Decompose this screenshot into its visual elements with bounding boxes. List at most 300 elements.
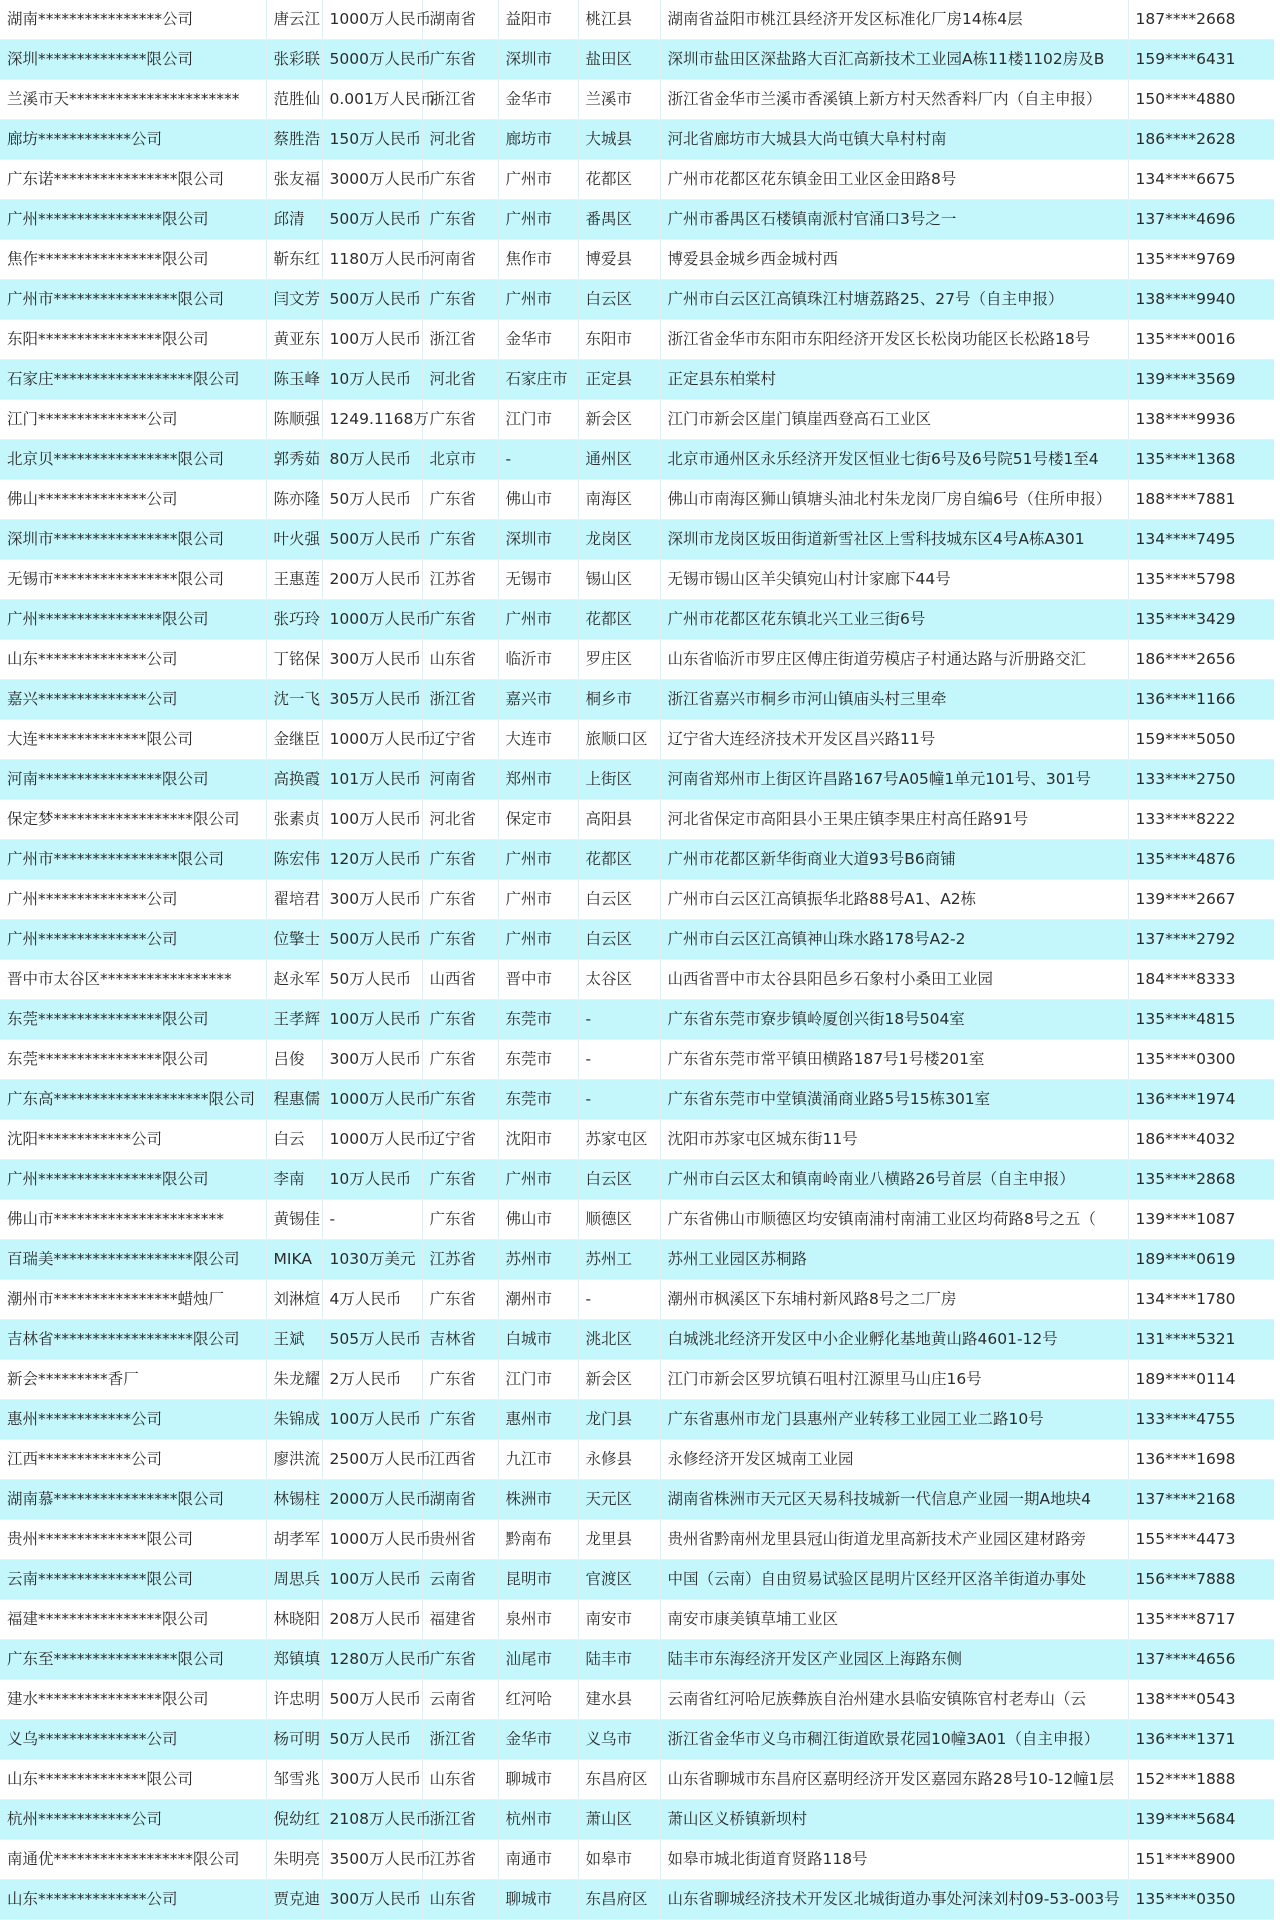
- phone-cell: 135****0016: [1128, 320, 1274, 360]
- address-cell: 江门市新会区罗坑镇石咀村江源里马山庄16号: [660, 1360, 1128, 1400]
- address-cell: 正定县东柏棠村: [660, 360, 1128, 400]
- province-cell: 辽宁省: [422, 720, 498, 760]
- table-row: [0, 120, 1274, 160]
- address-cell: 广州市番禺区石楼镇南派村官涌口3号之一: [660, 200, 1128, 240]
- phone-cell: 134****1780: [1128, 1280, 1274, 1320]
- table-row: [0, 680, 1274, 720]
- address-cell: 萧山区义桥镇新坝村: [660, 1800, 1128, 1840]
- city-cell: 东莞市: [498, 1040, 578, 1080]
- table-row: [0, 1120, 1274, 1160]
- legal-rep-cell: 蔡胜浩: [266, 120, 322, 160]
- address-cell: 博爱县金城乡西金城村西: [660, 240, 1128, 280]
- phone-cell: 137****4656: [1128, 1640, 1274, 1680]
- table-row: [0, 160, 1274, 200]
- province-cell: 浙江省: [422, 1720, 498, 1760]
- province-cell: 山东省: [422, 1760, 498, 1800]
- province-cell: 广东省: [422, 880, 498, 920]
- province-cell: 广东省: [422, 1400, 498, 1440]
- province-cell: 浙江省: [422, 320, 498, 360]
- city-cell: 广州市: [498, 280, 578, 320]
- registered-capital-cell: 80万人民币: [322, 440, 422, 480]
- province-cell: 湖南省: [422, 1480, 498, 1520]
- province-cell: 河南省: [422, 760, 498, 800]
- district-cell: 博爱县: [578, 240, 660, 280]
- legal-rep-cell: 位擎士: [266, 920, 322, 960]
- phone-cell: 137****4696: [1128, 200, 1274, 240]
- company-name-cell: 大连**************限公司: [0, 720, 266, 760]
- city-cell: 东莞市: [498, 1080, 578, 1120]
- district-cell: 东阳市: [578, 320, 660, 360]
- address-cell: 北京市通州区永乐经济开发区恒业七街6号及6号院51号楼1至4: [660, 440, 1128, 480]
- legal-rep-cell: 陈宏伟: [266, 840, 322, 880]
- province-cell: 广东省: [422, 840, 498, 880]
- province-cell: 浙江省: [422, 680, 498, 720]
- province-cell: 云南省: [422, 1560, 498, 1600]
- company-name-cell: 兰溪市天**********************: [0, 80, 266, 120]
- phone-cell: 135****0350: [1128, 1880, 1274, 1920]
- table-row: [0, 1040, 1274, 1080]
- legal-rep-cell: 赵永军: [266, 960, 322, 1000]
- city-cell: 沈阳市: [498, 1120, 578, 1160]
- phone-cell: 137****2792: [1128, 920, 1274, 960]
- city-cell: 九江市: [498, 1440, 578, 1480]
- address-cell: 浙江省嘉兴市桐乡市河山镇庙头村三里牵: [660, 680, 1128, 720]
- legal-rep-cell: 范胜仙: [266, 80, 322, 120]
- registered-capital-cell: 3500万人民币: [322, 1840, 422, 1880]
- province-cell: 福建省: [422, 1600, 498, 1640]
- table-row: [0, 80, 1274, 120]
- district-cell: 龙门县: [578, 1400, 660, 1440]
- province-cell: 广东省: [422, 1640, 498, 1680]
- legal-rep-cell: 高换霞: [266, 760, 322, 800]
- registered-capital-cell: 500万人民币: [322, 1680, 422, 1720]
- province-cell: 广东省: [422, 480, 498, 520]
- city-cell: 广州市: [498, 1160, 578, 1200]
- district-cell: 通州区: [578, 440, 660, 480]
- table-row: [0, 0, 1274, 40]
- company-name-cell: 广州**************公司: [0, 880, 266, 920]
- phone-cell: 134****6675: [1128, 160, 1274, 200]
- address-cell: 广东省惠州市龙门县惠州产业转移工业园工业二路10号: [660, 1400, 1128, 1440]
- registered-capital-cell: 2108万人民币: [322, 1800, 422, 1840]
- company-name-cell: 福建****************限公司: [0, 1600, 266, 1640]
- legal-rep-cell: 靳东红: [266, 240, 322, 280]
- district-cell: 高阳县: [578, 800, 660, 840]
- city-cell: 聊城市: [498, 1880, 578, 1920]
- district-cell: 盐田区: [578, 40, 660, 80]
- address-cell: 浙江省金华市义乌市稠江街道欧景花园10幢3A01（自主申报）: [660, 1720, 1128, 1760]
- company-name-cell: 江西************公司: [0, 1440, 266, 1480]
- company-name-cell: 深圳**************限公司: [0, 40, 266, 80]
- registered-capital-cell: 300万人民币: [322, 1040, 422, 1080]
- table-row: [0, 1480, 1274, 1520]
- province-cell: 山西省: [422, 960, 498, 1000]
- company-name-cell: 湖南慕****************限公司: [0, 1480, 266, 1520]
- registered-capital-cell: 100万人民币: [322, 320, 422, 360]
- phone-cell: 135****3429: [1128, 600, 1274, 640]
- table-row: [0, 1440, 1274, 1480]
- address-cell: 贵州省黔南州龙里县冠山街道龙里高新技术产业园区建材路旁: [660, 1520, 1128, 1560]
- table-row: [0, 1240, 1274, 1280]
- registered-capital-cell: 100万人民币: [322, 1560, 422, 1600]
- registered-capital-cell: 50万人民币: [322, 960, 422, 1000]
- table-row: [0, 200, 1274, 240]
- table-row: [0, 840, 1274, 880]
- province-cell: 江苏省: [422, 1840, 498, 1880]
- city-cell: 佛山市: [498, 480, 578, 520]
- registered-capital-cell: 2万人民币: [322, 1360, 422, 1400]
- table-row: [0, 360, 1274, 400]
- city-cell: 苏州市: [498, 1240, 578, 1280]
- table-row: [0, 1160, 1274, 1200]
- address-cell: 湖南省株洲市天元区天易科技城新一代信息产业园一期A地块4: [660, 1480, 1128, 1520]
- province-cell: 广东省: [422, 1200, 498, 1240]
- company-name-cell: 广州市****************限公司: [0, 280, 266, 320]
- address-cell: 山西省晋中市太谷县阳邑乡石象村小桑田工业园: [660, 960, 1128, 1000]
- company-name-cell: 江门**************公司: [0, 400, 266, 440]
- phone-cell: 135****0300: [1128, 1040, 1274, 1080]
- legal-rep-cell: 吕俊: [266, 1040, 322, 1080]
- registered-capital-cell: 300万人民币: [322, 880, 422, 920]
- registered-capital-cell: 10万人民币: [322, 1160, 422, 1200]
- phone-cell: 189****0619: [1128, 1240, 1274, 1280]
- address-cell: 广东省佛山市顺德区均安镇南浦村南浦工业区均荷路8号之五（: [660, 1200, 1128, 1240]
- company-name-cell: 廊坊************公司: [0, 120, 266, 160]
- province-cell: 广东省: [422, 1360, 498, 1400]
- address-cell: 深圳市龙岗区坂田街道新雪社区上雪科技城东区4号A栋A301: [660, 520, 1128, 560]
- province-cell: 广东省: [422, 1000, 498, 1040]
- company-name-cell: 吉林省******************限公司: [0, 1320, 266, 1360]
- address-cell: 广州市白云区江高镇振华北路88号A1、A2栋: [660, 880, 1128, 920]
- registered-capital-cell: 100万人民币: [322, 1000, 422, 1040]
- province-cell: 广东省: [422, 1160, 498, 1200]
- province-cell: 浙江省: [422, 80, 498, 120]
- address-cell: 潮州市枫溪区下东埔村新风路8号之二厂房: [660, 1280, 1128, 1320]
- city-cell: 深圳市: [498, 520, 578, 560]
- company-name-cell: 惠州************公司: [0, 1400, 266, 1440]
- company-name-cell: 杭州************公司: [0, 1800, 266, 1840]
- table-row: [0, 560, 1274, 600]
- province-cell: 广东省: [422, 600, 498, 640]
- district-cell: 新会区: [578, 1360, 660, 1400]
- table-row: [0, 1840, 1274, 1880]
- phone-cell: 152****1888: [1128, 1760, 1274, 1800]
- city-cell: 东莞市: [498, 1000, 578, 1040]
- district-cell: 锡山区: [578, 560, 660, 600]
- district-cell: -: [578, 1280, 660, 1320]
- address-cell: 广州市白云区江高镇神山珠水路178号A2-2: [660, 920, 1128, 960]
- table-row: [0, 1360, 1274, 1400]
- table-row: [0, 1400, 1274, 1440]
- district-cell: 洮北区: [578, 1320, 660, 1360]
- table-row: [0, 600, 1274, 640]
- province-cell: 湖南省: [422, 0, 498, 40]
- district-cell: 番禺区: [578, 200, 660, 240]
- company-name-cell: 广州**************公司: [0, 920, 266, 960]
- district-cell: -: [578, 1080, 660, 1120]
- province-cell: 广东省: [422, 280, 498, 320]
- city-cell: 惠州市: [498, 1400, 578, 1440]
- address-cell: 无锡市锡山区羊尖镇宛山村计家廊下44号: [660, 560, 1128, 600]
- company-name-cell: 广州市****************限公司: [0, 840, 266, 880]
- phone-cell: 138****0543: [1128, 1680, 1274, 1720]
- address-cell: 山东省聊城经济技术开发区北城街道办事处河涞刘村09-53-003号: [660, 1880, 1128, 1920]
- city-cell: 广州市: [498, 160, 578, 200]
- company-name-cell: 晋中市太谷区*****************: [0, 960, 266, 1000]
- province-cell: 河北省: [422, 800, 498, 840]
- registered-capital-cell: -: [322, 1200, 422, 1240]
- legal-rep-cell: 陈顺强: [266, 400, 322, 440]
- address-cell: 广州市白云区江高镇珠江村塘荔路25、27号（自主申报）: [660, 280, 1128, 320]
- company-name-cell: 广州****************限公司: [0, 200, 266, 240]
- address-cell: 河南省郑州市上街区许昌路167号A05幢1单元101号、301号: [660, 760, 1128, 800]
- province-cell: 广东省: [422, 1280, 498, 1320]
- district-cell: 桃江县: [578, 0, 660, 40]
- registered-capital-cell: 305万人民币: [322, 680, 422, 720]
- company-name-cell: 南通优******************限公司: [0, 1840, 266, 1880]
- address-cell: 河北省廊坊市大城县大尚屯镇大阜村村南: [660, 120, 1128, 160]
- city-cell: 嘉兴市: [498, 680, 578, 720]
- registered-capital-cell: 505万人民币: [322, 1320, 422, 1360]
- phone-cell: 184****8333: [1128, 960, 1274, 1000]
- legal-rep-cell: 郑镇填: [266, 1640, 322, 1680]
- city-cell: 潮州市: [498, 1280, 578, 1320]
- table-row: [0, 40, 1274, 80]
- company-name-cell: 云南**************限公司: [0, 1560, 266, 1600]
- district-cell: 白云区: [578, 280, 660, 320]
- table-row: [0, 1880, 1274, 1920]
- table-row: [0, 320, 1274, 360]
- company-name-cell: 山东**************公司: [0, 640, 266, 680]
- legal-rep-cell: 郭秀茹: [266, 440, 322, 480]
- address-cell: 白城洮北经济开发区中小企业孵化基地黄山路4601-12号: [660, 1320, 1128, 1360]
- phone-cell: 139****2667: [1128, 880, 1274, 920]
- province-cell: 北京市: [422, 440, 498, 480]
- address-cell: 广州市白云区太和镇南岭南业八横路26号首层（自主申报）: [660, 1160, 1128, 1200]
- phone-cell: 156****7888: [1128, 1560, 1274, 1600]
- district-cell: 萧山区: [578, 1800, 660, 1840]
- province-cell: 江苏省: [422, 1240, 498, 1280]
- legal-rep-cell: 倪幼红: [266, 1800, 322, 1840]
- legal-rep-cell: 李南: [266, 1160, 322, 1200]
- legal-rep-cell: 沈一飞: [266, 680, 322, 720]
- registered-capital-cell: 1000万人民币: [322, 1520, 422, 1560]
- city-cell: 汕尾市: [498, 1640, 578, 1680]
- address-cell: 辽宁省大连经济技术开发区昌兴路11号: [660, 720, 1128, 760]
- address-cell: 广东省东莞市寮步镇岭厦创兴街18号504室: [660, 1000, 1128, 1040]
- province-cell: 广东省: [422, 920, 498, 960]
- address-cell: 广州市花都区花东镇金田工业区金田路8号: [660, 160, 1128, 200]
- city-cell: 聊城市: [498, 1760, 578, 1800]
- district-cell: 罗庄区: [578, 640, 660, 680]
- legal-rep-cell: 朱明亮: [266, 1840, 322, 1880]
- legal-rep-cell: 刘淋煊: [266, 1280, 322, 1320]
- legal-rep-cell: 金继臣: [266, 720, 322, 760]
- table-row: [0, 1760, 1274, 1800]
- registered-capital-cell: 50万人民币: [322, 1720, 422, 1760]
- district-cell: 官渡区: [578, 1560, 660, 1600]
- district-cell: 苏家屯区: [578, 1120, 660, 1160]
- address-cell: 广州市花都区新华街商业大道93号B6商铺: [660, 840, 1128, 880]
- registered-capital-cell: 1030万美元: [322, 1240, 422, 1280]
- city-cell: 江门市: [498, 1360, 578, 1400]
- district-cell: 苏州工: [578, 1240, 660, 1280]
- table-row: [0, 520, 1274, 560]
- legal-rep-cell: 丁铭保: [266, 640, 322, 680]
- city-cell: 广州市: [498, 200, 578, 240]
- city-cell: 深圳市: [498, 40, 578, 80]
- phone-cell: 138****9936: [1128, 400, 1274, 440]
- address-cell: 山东省聊城市东昌府区嘉明经济开发区嘉园东路28号10-12幢1层: [660, 1760, 1128, 1800]
- district-cell: 顺德区: [578, 1200, 660, 1240]
- registered-capital-cell: 500万人民币: [322, 920, 422, 960]
- address-cell: 陆丰市东海经济开发区产业园区上海路东侧: [660, 1640, 1128, 1680]
- province-cell: 河南省: [422, 240, 498, 280]
- company-name-cell: 山东**************限公司: [0, 1760, 266, 1800]
- table-row: [0, 920, 1274, 960]
- address-cell: 佛山市南海区狮山镇塘头油北村朱龙岗厂房自编6号（住所申报）: [660, 480, 1128, 520]
- phone-cell: 133****4755: [1128, 1400, 1274, 1440]
- company-name-cell: 山东**************公司: [0, 1880, 266, 1920]
- company-name-cell: 建水****************限公司: [0, 1680, 266, 1720]
- company-name-cell: 北京贝****************限公司: [0, 440, 266, 480]
- district-cell: 义乌市: [578, 1720, 660, 1760]
- phone-cell: 139****1087: [1128, 1200, 1274, 1240]
- table-row: [0, 1560, 1274, 1600]
- province-cell: 河北省: [422, 360, 498, 400]
- table-row: [0, 1600, 1274, 1640]
- address-cell: 山东省临沂市罗庄区傅庄街道劳模店子村通达路与沂册路交汇: [660, 640, 1128, 680]
- company-name-cell: 河南****************限公司: [0, 760, 266, 800]
- phone-cell: 135****4876: [1128, 840, 1274, 880]
- district-cell: 白云区: [578, 1160, 660, 1200]
- district-cell: 正定县: [578, 360, 660, 400]
- legal-rep-cell: 程惠儒: [266, 1080, 322, 1120]
- address-cell: 云南省红河哈尼族彝族自治州建水县临安镇陈官村老寿山（云: [660, 1680, 1128, 1720]
- legal-rep-cell: 朱龙耀: [266, 1360, 322, 1400]
- city-cell: 株洲市: [498, 1480, 578, 1520]
- city-cell: 昆明市: [498, 1560, 578, 1600]
- city-cell: 焦作市: [498, 240, 578, 280]
- registered-capital-cell: 10万人民币: [322, 360, 422, 400]
- registered-capital-cell: 200万人民币: [322, 560, 422, 600]
- district-cell: -: [578, 1000, 660, 1040]
- city-cell: 白城市: [498, 1320, 578, 1360]
- company-name-cell: 东莞****************限公司: [0, 1040, 266, 1080]
- city-cell: 临沂市: [498, 640, 578, 680]
- province-cell: 广东省: [422, 1040, 498, 1080]
- phone-cell: 159****6431: [1128, 40, 1274, 80]
- district-cell: 大城县: [578, 120, 660, 160]
- district-cell: 陆丰市: [578, 1640, 660, 1680]
- phone-cell: 150****4880: [1128, 80, 1274, 120]
- province-cell: 广东省: [422, 400, 498, 440]
- company-name-cell: 湖南****************公司: [0, 0, 266, 40]
- district-cell: 旅顺口区: [578, 720, 660, 760]
- phone-cell: 135****5798: [1128, 560, 1274, 600]
- company-name-cell: 贵州**************限公司: [0, 1520, 266, 1560]
- registered-capital-cell: 2500万人民币: [322, 1440, 422, 1480]
- phone-cell: 131****5321: [1128, 1320, 1274, 1360]
- district-cell: 太谷区: [578, 960, 660, 1000]
- legal-rep-cell: 张素贞: [266, 800, 322, 840]
- registered-capital-cell: 100万人民币: [322, 800, 422, 840]
- company-name-cell: 石家庄******************限公司: [0, 360, 266, 400]
- company-name-cell: 广东至****************限公司: [0, 1640, 266, 1680]
- phone-cell: 136****1698: [1128, 1440, 1274, 1480]
- city-cell: -: [498, 440, 578, 480]
- registered-capital-cell: 50万人民币: [322, 480, 422, 520]
- company-name-cell: 广州****************限公司: [0, 600, 266, 640]
- phone-cell: 136****1371: [1128, 1720, 1274, 1760]
- city-cell: 南通市: [498, 1840, 578, 1880]
- province-cell: 云南省: [422, 1680, 498, 1720]
- registered-capital-cell: 500万人民币: [322, 280, 422, 320]
- registered-capital-cell: 500万人民币: [322, 520, 422, 560]
- phone-cell: 133****8222: [1128, 800, 1274, 840]
- phone-cell: 186****4032: [1128, 1120, 1274, 1160]
- phone-cell: 134****7495: [1128, 520, 1274, 560]
- phone-cell: 159****5050: [1128, 720, 1274, 760]
- province-cell: 广东省: [422, 1080, 498, 1120]
- table-row: [0, 720, 1274, 760]
- province-cell: 广东省: [422, 520, 498, 560]
- table-row: [0, 400, 1274, 440]
- district-cell: -: [578, 1040, 660, 1080]
- registered-capital-cell: 3000万人民币: [322, 160, 422, 200]
- phone-cell: 139****5684: [1128, 1800, 1274, 1840]
- legal-rep-cell: 王孝辉: [266, 1000, 322, 1040]
- company-name-cell: 嘉兴**************公司: [0, 680, 266, 720]
- registered-capital-cell: 208万人民币: [322, 1600, 422, 1640]
- province-cell: 浙江省: [422, 1800, 498, 1840]
- legal-rep-cell: 张巧玲: [266, 600, 322, 640]
- legal-rep-cell: 黄亚东: [266, 320, 322, 360]
- registered-capital-cell: 150万人民币: [322, 120, 422, 160]
- registered-capital-cell: 100万人民币: [322, 1400, 422, 1440]
- phone-cell: 133****2750: [1128, 760, 1274, 800]
- district-cell: 龙岗区: [578, 520, 660, 560]
- province-cell: 辽宁省: [422, 1120, 498, 1160]
- address-cell: 沈阳市苏家屯区城东街11号: [660, 1120, 1128, 1160]
- phone-cell: 136****1974: [1128, 1080, 1274, 1120]
- legal-rep-cell: 张彩联: [266, 40, 322, 80]
- company-name-cell: 佛山**************公司: [0, 480, 266, 520]
- district-cell: 白云区: [578, 920, 660, 960]
- table-row: [0, 960, 1274, 1000]
- district-cell: 南海区: [578, 480, 660, 520]
- registered-capital-cell: 1000万人民币: [322, 720, 422, 760]
- city-cell: 石家庄市: [498, 360, 578, 400]
- city-cell: 益阳市: [498, 0, 578, 40]
- company-name-cell: 保定梦******************限公司: [0, 800, 266, 840]
- phone-cell: 135****9769: [1128, 240, 1274, 280]
- registered-capital-cell: 1249.1168万: [322, 400, 422, 440]
- phone-cell: 187****2668: [1128, 0, 1274, 40]
- province-cell: 河北省: [422, 120, 498, 160]
- city-cell: 泉州市: [498, 1600, 578, 1640]
- registered-capital-cell: 1000万人民币: [322, 0, 422, 40]
- registered-capital-cell: 4万人民币: [322, 1280, 422, 1320]
- district-cell: 东昌府区: [578, 1880, 660, 1920]
- district-cell: 花都区: [578, 600, 660, 640]
- district-cell: 新会区: [578, 400, 660, 440]
- registered-capital-cell: 5000万人民币: [322, 40, 422, 80]
- city-cell: 红河哈: [498, 1680, 578, 1720]
- province-cell: 广东省: [422, 160, 498, 200]
- registered-capital-cell: 1000万人民币: [322, 1120, 422, 1160]
- registered-capital-cell: 300万人民币: [322, 1880, 422, 1920]
